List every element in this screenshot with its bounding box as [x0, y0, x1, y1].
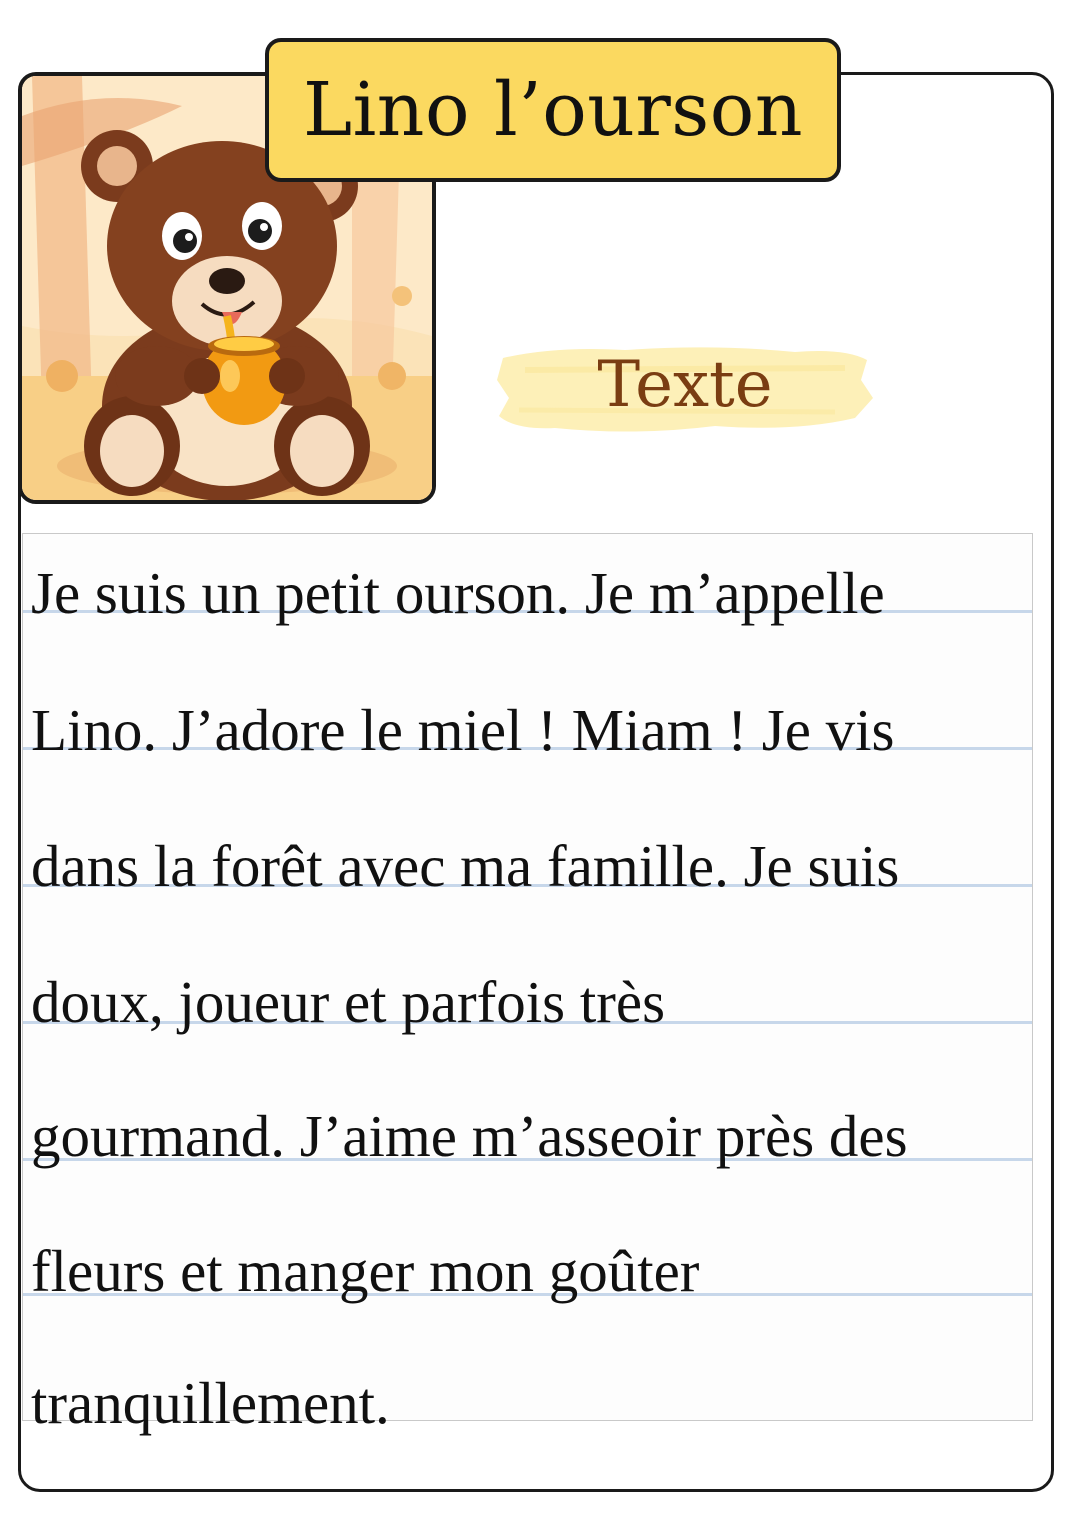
story-line: tranquillement. — [31, 1370, 390, 1436]
story-text-area — [22, 533, 1033, 1436]
story-line: Lino. J’adore le miel ! Miam ! Je vis — [31, 697, 895, 763]
story-line: Je suis un petit ourson. Je m’appelle — [31, 560, 885, 626]
subtitle-label — [495, 340, 875, 440]
story-line: dans la forêt avec ma famille. Je suis — [31, 833, 900, 899]
title-banner — [265, 38, 841, 182]
story-line: gourmand. J’aime m’asseoir près des — [31, 1103, 908, 1169]
story-line: fleurs et manger mon goûter — [31, 1238, 700, 1304]
story-line: doux, joueur et parfois très — [31, 969, 666, 1035]
subtitle-text: Texte — [597, 348, 773, 422]
page-title: Lino l’ourson — [302, 67, 803, 153]
